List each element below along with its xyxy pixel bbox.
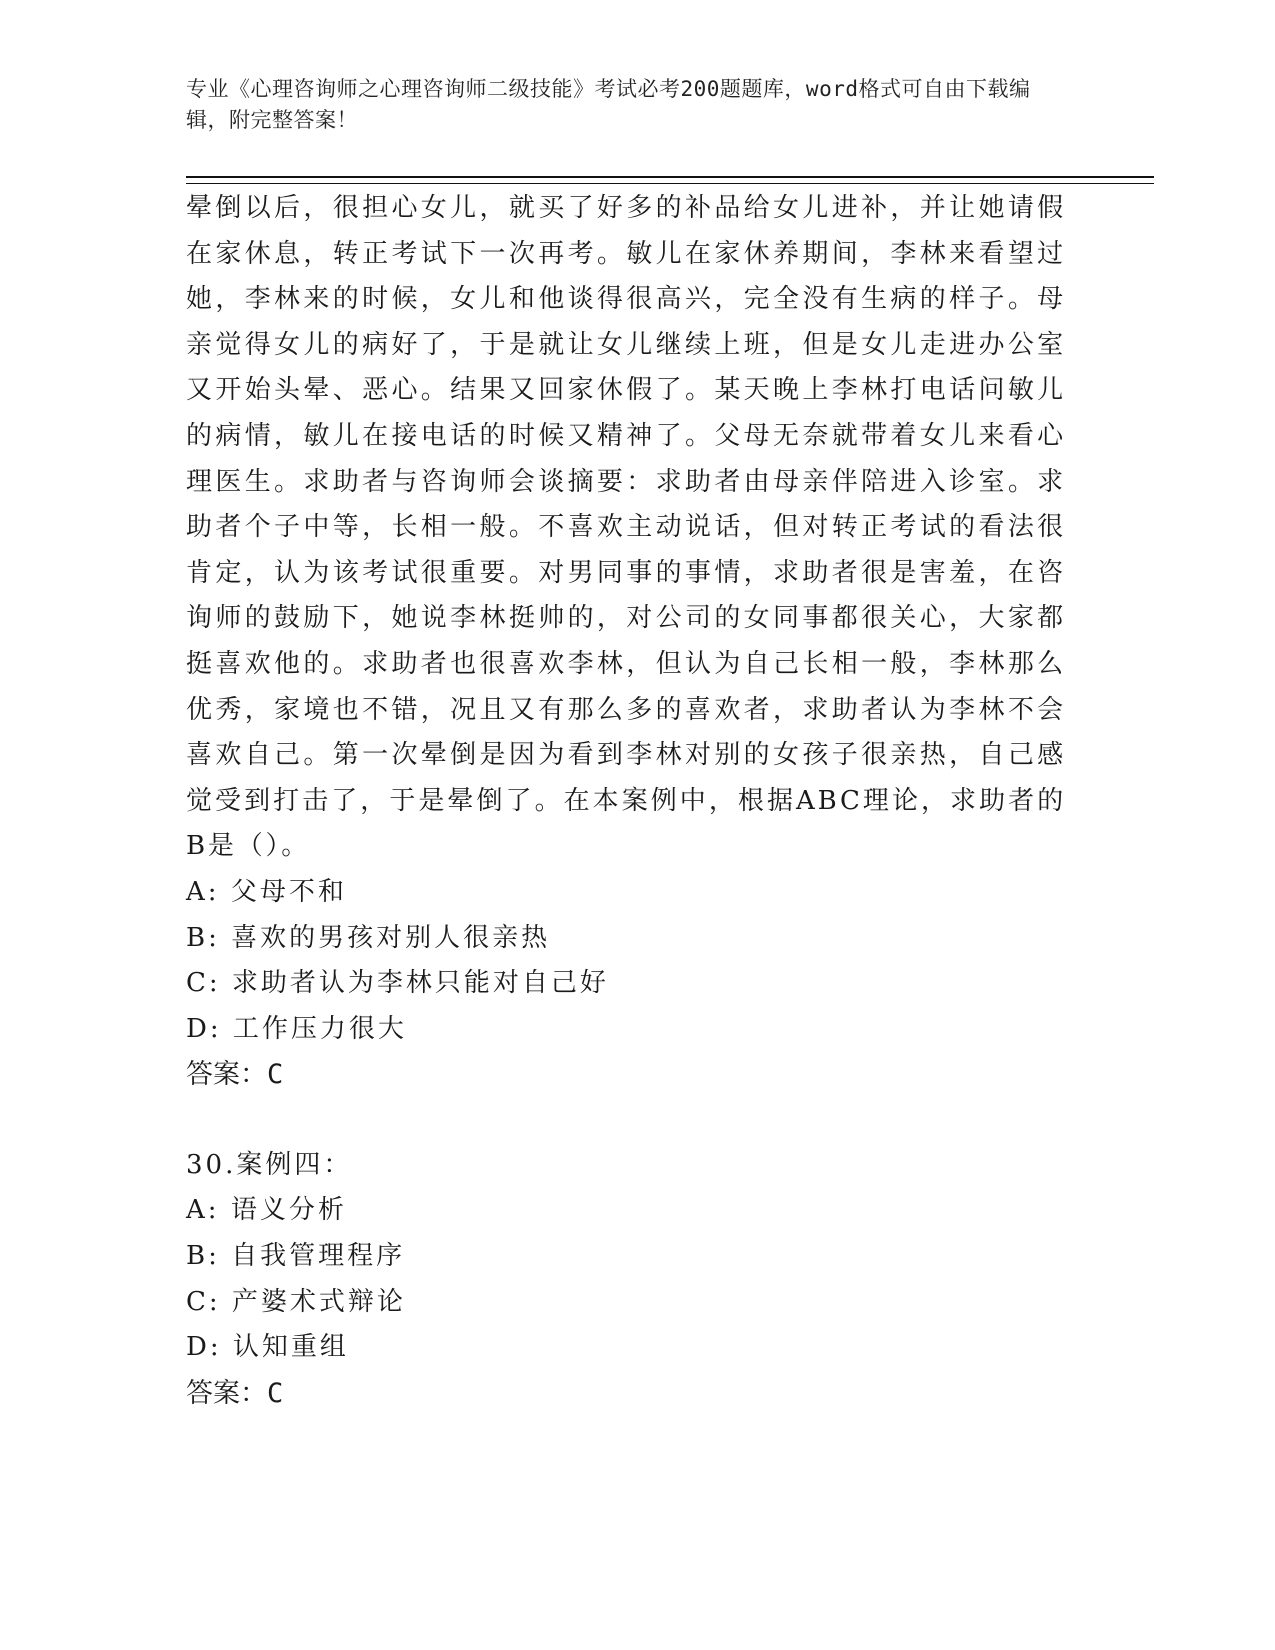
option-letter: A:: [186, 1195, 220, 1226]
option-letter: D:: [186, 1013, 222, 1044]
question-title: 30.案例四：: [186, 1149, 353, 1180]
option-c: [186, 961, 1066, 1007]
option-letter: C:: [186, 968, 221, 999]
answer-value: C: [267, 1377, 284, 1409]
answer-line: [186, 1371, 1066, 1417]
answer-line: [186, 1052, 1066, 1098]
option-letter: A:: [186, 876, 220, 907]
option-text: 喜欢的男孩对别人很亲热: [231, 922, 551, 953]
question-passage: 晕倒以后，很担心女儿，就买了好多的补品给女儿进补，并让她请假在家休息，转正考试下一次再考。敏儿在家休养期间，李林来看望过她，李林来的时候，女儿和他谈得很高兴，完全没有生病的样子。母亲觉得女儿的病好了，于是就让女儿继续上班，但是女儿走进办公室又开始头晕、恶心。结果又回家休假了。某天晚上李林打电话问敏儿的病情，敏儿在接电话的时候又精神了。父母无奈就带着女儿来看心理医生。求助者与咨询师会谈摘要：求助者由母亲伴陪进入诊室。求助者个子中等，长相一般。不喜欢主动说话，但对转正考试的看法很肯定，认为该考试很重要。对男同事的事情，求助者很是害羞，在咨询师的鼓励下，她说李林挺帅的，对公司的女同事都很关心，大家都挺喜欢他的。求助者也很喜欢李林，但认为自己长相一般，李林那么优秀，家境也不错，况且又有那么多的喜欢者，求助者认为李林不会喜欢自己。第一次晕倒是因为看到李林对别的女孩子很亲热，自己感觉受到打击了，于是晕倒了。在本案例中，根据ABC理论，求助者的B是（）。: [186, 193, 1066, 862]
option-letter: D:: [186, 1332, 222, 1363]
option-letter: B:: [186, 922, 220, 953]
option-b: [186, 1234, 1066, 1280]
option-text: 产婆术式辩论: [231, 1286, 406, 1317]
header-divider-thin: [186, 183, 1154, 184]
question-29: [186, 186, 1066, 1098]
option-list: [186, 870, 1066, 1052]
answer-label: 答案：: [186, 1377, 267, 1409]
answer-label: 答案：: [186, 1059, 267, 1091]
page-header: 专业《心理咨询师之心理咨询师二级技能》考试必考200题题库，word格式可自由下载编辑，附完整答案！: [186, 77, 1031, 132]
question-30: [186, 1143, 1066, 1417]
option-text: 认知重组: [232, 1332, 349, 1363]
answer-value: C: [267, 1059, 284, 1091]
option-c: [186, 1280, 1066, 1326]
option-a: [186, 1188, 1066, 1234]
option-text: 求助者认为李林只能对自己好: [231, 968, 609, 999]
option-a: [186, 870, 1066, 916]
header-divider-thick: [186, 176, 1154, 178]
option-text: 工作压力很大: [232, 1013, 407, 1044]
option-b: [186, 916, 1066, 962]
page-content: [186, 186, 1066, 1416]
option-letter: C:: [186, 1286, 221, 1317]
option-text: 父母不和: [230, 876, 347, 907]
option-d: [186, 1325, 1066, 1371]
option-text: 语义分析: [230, 1195, 347, 1226]
option-letter: B:: [186, 1241, 220, 1272]
option-text: 自我管理程序: [231, 1241, 406, 1272]
option-d: [186, 1007, 1066, 1053]
option-list: [186, 1188, 1066, 1370]
